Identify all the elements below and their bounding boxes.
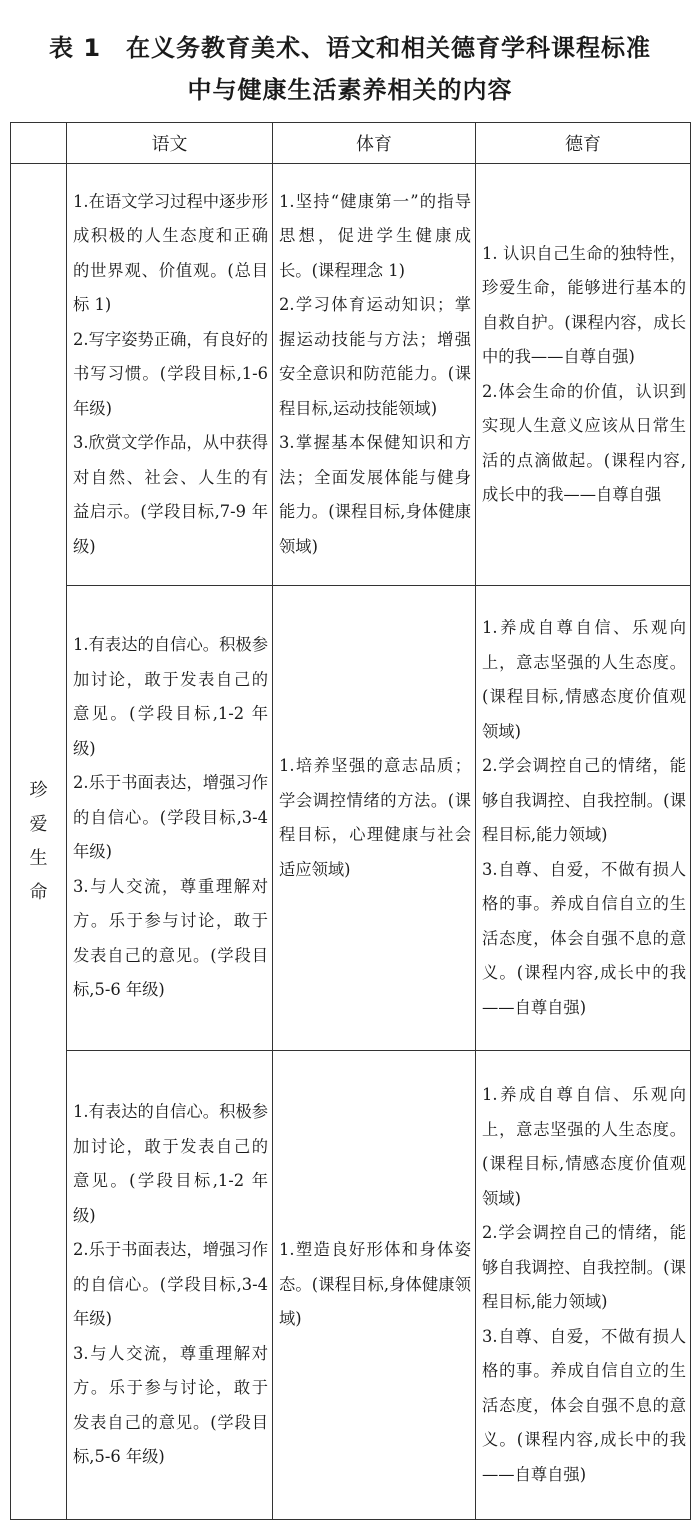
cell-deyu (476, 586, 691, 1051)
table-row (11, 586, 691, 1051)
cell-item: 1.养成自尊自信、乐观向上，意志坚强的人生态度。(课程目标,情感态度价值观领域) (482, 1085, 686, 1208)
table-row (11, 164, 691, 586)
table-title-line-2: 中与健康生活素养相关的内容 (187, 76, 513, 104)
table-title-line-1: 表 1 在义务教育美术、语文和相关德育学科课程标准 (48, 34, 652, 62)
header-yuwen: 语文 (67, 123, 273, 164)
cell-item: 3.掌握基本保健知识和方法；全面发展体能与健身能力。(课程目标,身体健康领域) (279, 433, 471, 556)
cell-item: 2.学习体育运动知识；掌握运动技能与方法；增强安全意识和防范能力。(课程目标,运动技能领域) (279, 295, 471, 418)
cell-tiyu (273, 1051, 476, 1520)
cell-item: 3.自尊、自爱，不做有损人格的事。养成自信自立的生活态度，体会自强不息的意义。(课程内容,成长中的我——自尊自强) (482, 1326, 686, 1484)
cell-item: 2.写字姿势正确，有良好的书写习惯。(学段目标,1-6 年级) (73, 329, 268, 418)
cell-item: 3.欣赏文学作品，从中获得对自然、社会、人生的有益启示。(学段目标,7-9 年级) (73, 433, 268, 556)
cell-deyu (476, 164, 691, 586)
table-header-row (11, 123, 691, 164)
cell-item: 2.学会调控自己的情绪，能够自我调控、自我控制。(课程目标,能力领域) (482, 756, 686, 844)
cell-item: 1.坚持“健康第一”的指导思想，促进学生健康成长。(课程理念 1) (279, 191, 471, 280)
cell-yuwen (67, 1051, 273, 1520)
row-label: 珍爱生命 (29, 779, 48, 903)
cell-item: 3.与人交流，尊重理解对方。乐于参与讨论，敢于发表自己的意见。(学段目标,5-6 年级) (73, 1343, 268, 1467)
cell-item: 2.学会调控自己的情绪，能够自我调控、自我控制。(课程目标,能力领域) (482, 1223, 686, 1311)
cell-tiyu (273, 586, 476, 1051)
cell-item: 1.有表达的自信心。积极参加讨论，敢于发表自己的意见。(学段目标,1-2 年级) (73, 635, 268, 758)
cell-tiyu (273, 164, 476, 586)
cell-item: 1.塑造良好形体和身体姿态。(课程目标,身体健康领域) (279, 1240, 471, 1329)
cell-item: 2.体会生命的价值，认识到实现人生意义应该从日常生活的点滴做起。(课程内容,成长中的我——自尊自强 (482, 381, 686, 504)
cell-yuwen (67, 164, 273, 586)
cell-item: 1.养成自尊自信、乐观向上，意志坚强的人生态度。(课程目标,情感态度价值观领域) (482, 618, 686, 741)
cell-item: 1. 认识自己生命的独特性，珍爱生命，能够进行基本的自救自护。(课程内容，成长中的我——自尊自强) (482, 243, 686, 366)
cell-deyu (476, 1051, 691, 1520)
cell-item: 3.自尊、自爱，不做有损人格的事。养成自信自立的生活态度，体会自强不息的意义。(课程内容,成长中的我——自尊自强) (482, 859, 686, 1017)
cell-item: 2.乐于书面表达，增强习作的自信心。(学段目标,3-4 年级) (73, 1240, 268, 1329)
cell-item: 1.培养坚强的意志品质；学会调控情绪的方法。(课程目标，心理健康与社会适应领域) (279, 756, 471, 879)
header-tiyu: 体育 (273, 123, 476, 164)
table-row (11, 1051, 691, 1520)
cell-item: 1.在语文学习过程中逐步形成积极的人生态度和正确的世界观、价值观。(总目标 1) (73, 191, 268, 315)
header-deyu: 德育 (476, 123, 691, 164)
cell-item: 3.与人交流，尊重理解对方。乐于参与讨论，敢于发表自己的意见。(学段目标,5-6 年级) (73, 876, 268, 1000)
row-label-cell (11, 164, 67, 1520)
cell-item: 2.乐于书面表达，增强习作的自信心。(学段目标,3-4 年级) (73, 773, 268, 862)
cell-yuwen (67, 586, 273, 1051)
cell-item: 1.有表达的自信心。积极参加讨论，敢于发表自己的意见。(学段目标,1-2 年级) (73, 1102, 268, 1225)
header-corner (11, 123, 67, 164)
standards-table (10, 122, 691, 1520)
